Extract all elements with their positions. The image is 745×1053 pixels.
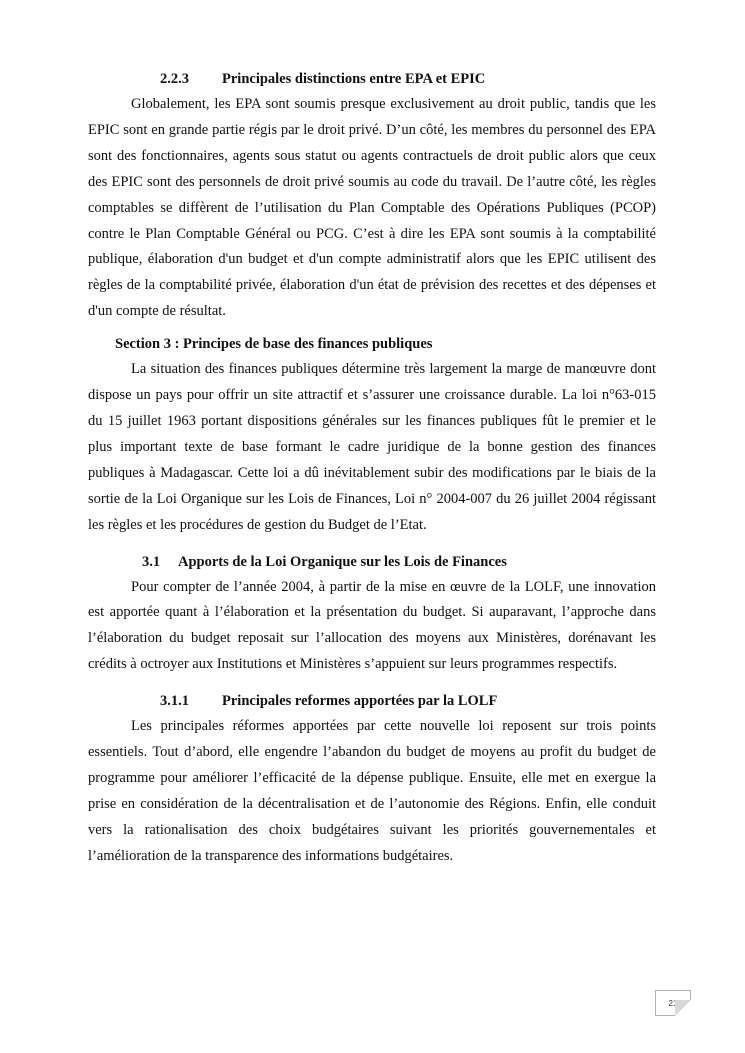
page-number: 21 <box>668 999 678 1008</box>
section-title: Principales distinctions entre EPA et EPIC <box>222 71 486 87</box>
section-title: Section 3 : Principes de base des finances publiques <box>115 336 433 353</box>
document-page <box>88 66 656 870</box>
section-number: 2.2.3 <box>160 71 189 87</box>
section-number: 3.1.1 <box>160 693 189 710</box>
paragraph-epa-epic: Globalement, les EPA sont soumis presque exclusivement au droit public, tandis que les EPIC sont en grande partie régis par le droit privé. D’un côté, les membres du personnel des EPA sont des fonctionnaires, agents sous statut ou agents contractuels de droit public alors que ceux des EPIC sont des personnels de droit privé soumis au code du travail. De l’autre côté, les règles comptables se diffèrent de l’utilisation du Plan Comptable des Opérations Publiques (PCOP) contre le Plan Comptable Général ou PCG. C’est à dire les EPA sont soumis à la comptabilité publique, élaboration d'un budget et d'un compte administratif alors que les EPIC utilisent des règles de la comptabilité privée, élaboration d'un état de prévision des recettes et des dépenses et d'un compte de résultat. <box>88 96 656 320</box>
section-title: Principales reformes apportées par la LOLF <box>222 693 498 710</box>
page-fold-icon <box>675 1000 691 1016</box>
section-heading-3-1 <box>88 549 656 575</box>
paragraph-apports-lolf: Pour compter de l’année 2004, à partir de la mise en œuvre de la LOLF, une innovation est apportée quant à l’élaboration et la présentation du budget. Si auparavant, l’approche dans l’élaboration du budget reposait sur l’allocation des moyens aux Ministères, dorénavant les crédits à octroyer aux Institutions et Ministères s’appuient sur leurs programmes respectifs. <box>88 578 656 673</box>
section-heading-section-3 <box>88 331 656 357</box>
section-title: Apports de la Loi Organique sur les Lois de Finances <box>178 553 507 570</box>
page-number-box <box>655 990 691 1016</box>
paragraph-finances-publiques: La situation des finances publiques détermine très largement la marge de manœuvre dont dispose un pays pour offrir un site attractif et s’assurer une croissance durable. La loi n°63-015 du 15 juillet 1963 portant dispositions générales sur les finances publiques fût le premier et le plus important texte de base formant le cadre juridique de la bonne gestion des finances publiques à Madagascar. Cette loi a dû inévitablement subir des modifications par le biais de la sortie de la Loi Organique sur les Lois de Finances, Loi n° 2004-007 du 26 juillet 2004 régissant les règles et les procédures de gestion du Budget de l’Etat. <box>88 361 656 533</box>
section-number: 3.1 <box>142 553 161 570</box>
section-heading-3-1-1 <box>88 688 656 714</box>
paragraph-reformes-lolf: Les principales réformes apportées par cette nouvelle loi reposent sur trois points essentiels. Tout d’abord, elle engendre l’abandon du budget de moyens au profit du budget de programme pour améliorer l’efficacité de la dépense publique. Ensuite, elle met en exergue la prise en considération de la décentralisation et de l’autonomie des Régions. Enfin, elle conduit vers la rationalisation des choix budgétaires suivant les priorités gouvernementales et l’amélioration de la transparence des informations budgétaires. <box>88 718 656 864</box>
section-heading-2-2-3 <box>88 66 656 92</box>
